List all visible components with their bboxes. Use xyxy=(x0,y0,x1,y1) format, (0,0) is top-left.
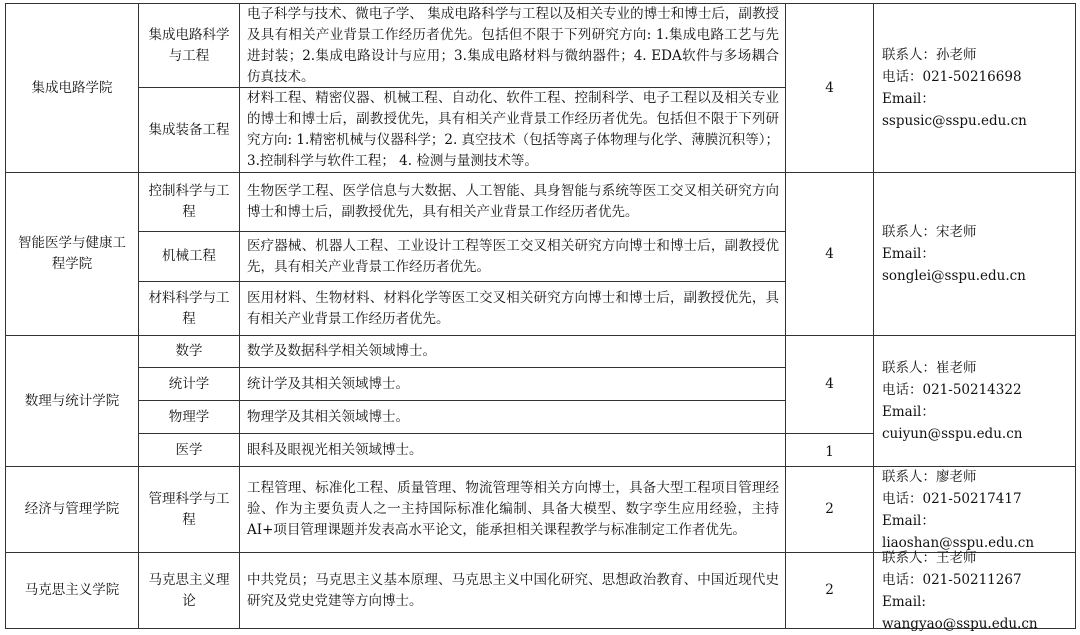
college-name: 马克思主义学院 xyxy=(24,582,120,598)
contact-person: 联系人：王老师 xyxy=(882,549,977,566)
major-requirements-cell xyxy=(240,401,785,433)
headcount: 4 xyxy=(825,245,834,262)
headcount: 4 xyxy=(825,79,834,96)
major-requirements: 医疗器械、机器人工程、工业设计工程等医工交叉相关研究方向博士和博士后，副教授优先，具有相关产业背景工作经历者优先。 xyxy=(247,237,779,275)
contact-phone: 电话：021-50217417 xyxy=(882,490,1022,507)
major-requirements: 数学及数据科学相关领域博士。 xyxy=(247,343,436,359)
major-name: 机械工程 xyxy=(162,248,216,264)
major-name-cell xyxy=(139,368,239,400)
headcount-cell xyxy=(786,467,873,552)
college-name-cell xyxy=(6,467,138,552)
major-name: 材料科学与工程 xyxy=(148,289,230,327)
headcount: 4 xyxy=(825,376,834,392)
college-name: 集成电路学院 xyxy=(31,79,113,96)
major-requirements-cell xyxy=(240,173,785,231)
major-name: 物理学 xyxy=(168,408,210,425)
contact-cell xyxy=(874,467,1075,552)
college-name: 数理与统计学院 xyxy=(24,392,120,409)
major-requirements-cell xyxy=(240,336,785,367)
contact-person: 联系人：崔老师 xyxy=(882,360,977,376)
major-requirements-cell xyxy=(240,282,785,335)
contact-email[interactable]: Email：cuiyun@sspu.edu.cn xyxy=(882,404,1023,442)
major-name-cell xyxy=(139,336,239,367)
headcount: 2 xyxy=(825,582,834,598)
contact-cell xyxy=(874,4,1075,172)
major-name-cell xyxy=(139,4,239,87)
college-name-cell xyxy=(6,553,138,628)
contact-email[interactable]: Email: wangyao@sspu.edu.cn xyxy=(882,593,1038,632)
major-name-cell xyxy=(139,88,239,172)
major-name: 控制科学与工程 xyxy=(148,183,230,220)
contact-phone: 电话：021-50211267 xyxy=(882,571,1022,588)
major-requirements-cell xyxy=(240,88,785,172)
major-requirements: 材料工程、精密仪器、机械工程、自动化、软件工程、控制科学、电子工程以及相关专业的博士和博士后，副教授优先，具有相关产业背景工作经历者优先。包括但不限于下列研究方向: 1.精密机械与仪器科学；2. 真空技术（包括等离子体物理与化学、薄膜沉积等）；3.控制科学与软件工程； 4. 检测与量测技术等。 xyxy=(247,90,779,169)
contact-phone: 电话：021-50216698 xyxy=(882,69,1022,85)
major-requirements: 生物医学工程、医学信息与大数据、人工智能、具身智能与系统等医工交叉相关研究方向博士和博士后，副教授优先，具有相关产业背景工作经历者优先。 xyxy=(247,183,779,220)
major-requirements: 工程管理、标准化工程、质量管理、物流管理等相关方向博士，具备大型工程项目管理经验、作为主要负责人之一主持国际标准化编制、具备大模型、数字孪生应用经验，主持AI+项目管理课题并发表高水平论文，能承担相关课程教学与标准制定工作者优先。 xyxy=(247,480,779,538)
major-name: 集成装备工程 xyxy=(148,121,230,138)
major-requirements-cell xyxy=(240,553,785,628)
college-name: 经济与管理学院 xyxy=(24,501,120,517)
contact-cell xyxy=(874,336,1075,466)
major-name-cell xyxy=(139,282,239,335)
table-border-right xyxy=(1075,3,1076,629)
headcount-cell xyxy=(786,553,873,628)
major-name: 马克思主义理论 xyxy=(148,571,230,609)
contact-person: 联系人：宋老师 xyxy=(882,224,977,240)
major-name-cell xyxy=(139,467,239,552)
major-requirements-cell xyxy=(240,232,785,281)
major-name: 统计学 xyxy=(168,375,210,392)
contact-cell xyxy=(874,549,1075,632)
major-name: 医学 xyxy=(175,441,203,458)
major-requirements: 统计学及其相关领域博士。 xyxy=(247,375,409,392)
headcount: 1 xyxy=(825,443,834,460)
contact-person: 联系人：廖老师 xyxy=(882,468,977,485)
major-name-cell xyxy=(139,434,239,466)
headcount: 2 xyxy=(825,501,834,517)
contact-email[interactable]: Email：sspusic@sspu.edu.cn xyxy=(882,91,1027,129)
headcount-cell xyxy=(786,4,873,172)
college-name-cell xyxy=(6,4,138,172)
major-requirements: 医用材料、生物材料、材料化学等医工交叉相关研究方向博士和博士后，副教授优先，具有相关产业背景工作经历者优先。 xyxy=(247,289,779,327)
contact-email[interactable]: Email：songlei@sspu.edu.cn xyxy=(882,246,1026,284)
headcount-cell xyxy=(786,173,873,335)
contact-email[interactable]: Email：liaoshan@sspu.edu.cn xyxy=(882,512,1035,551)
major-requirements: 物理学及其相关领域博士。 xyxy=(247,408,409,425)
contact-cell xyxy=(874,173,1075,335)
major-requirements: 电子科学与技术、微电子学、 集成电路科学与工程以及相关专业的博士和博士后，副教授及具有相关产业背景工作经历者优先。包括但不限于下列研究方向: 1.集成电路工艺与先进封装；2.集成电路设计与应用；3.集成电路材料与微纳器件；4. EDA软件与多场耦合仿真技术。 xyxy=(247,5,779,85)
major-requirements-cell xyxy=(240,434,785,466)
major-name-cell xyxy=(139,401,239,433)
major-name-cell xyxy=(139,173,239,231)
major-name: 管理科学与工程 xyxy=(148,490,230,528)
contact-person: 联系人：孙老师 xyxy=(882,47,977,63)
major-requirements-cell xyxy=(240,368,785,400)
major-requirements: 眼科及眼视光相关领域博士。 xyxy=(247,441,423,458)
major-requirements-cell xyxy=(240,467,785,552)
college-name-cell xyxy=(6,336,138,466)
headcount-cell xyxy=(786,336,873,433)
major-name-cell xyxy=(139,553,239,628)
contact-phone: 电话：021-50214322 xyxy=(882,382,1022,398)
major-name-cell xyxy=(139,232,239,281)
college-name-cell xyxy=(6,173,138,335)
major-requirements: 中共党员；马克思主义基本原理、马克思主义中国化研究、思想政治教育、中国近现代史研究及党史党建等方向博士。 xyxy=(247,571,779,609)
major-name: 数学 xyxy=(175,343,203,359)
headcount-cell xyxy=(786,434,873,466)
major-name: 集成电路科学与工程 xyxy=(148,26,230,64)
major-requirements-cell xyxy=(240,4,785,87)
college-name: 智能医学与健康工程学院 xyxy=(18,235,126,272)
